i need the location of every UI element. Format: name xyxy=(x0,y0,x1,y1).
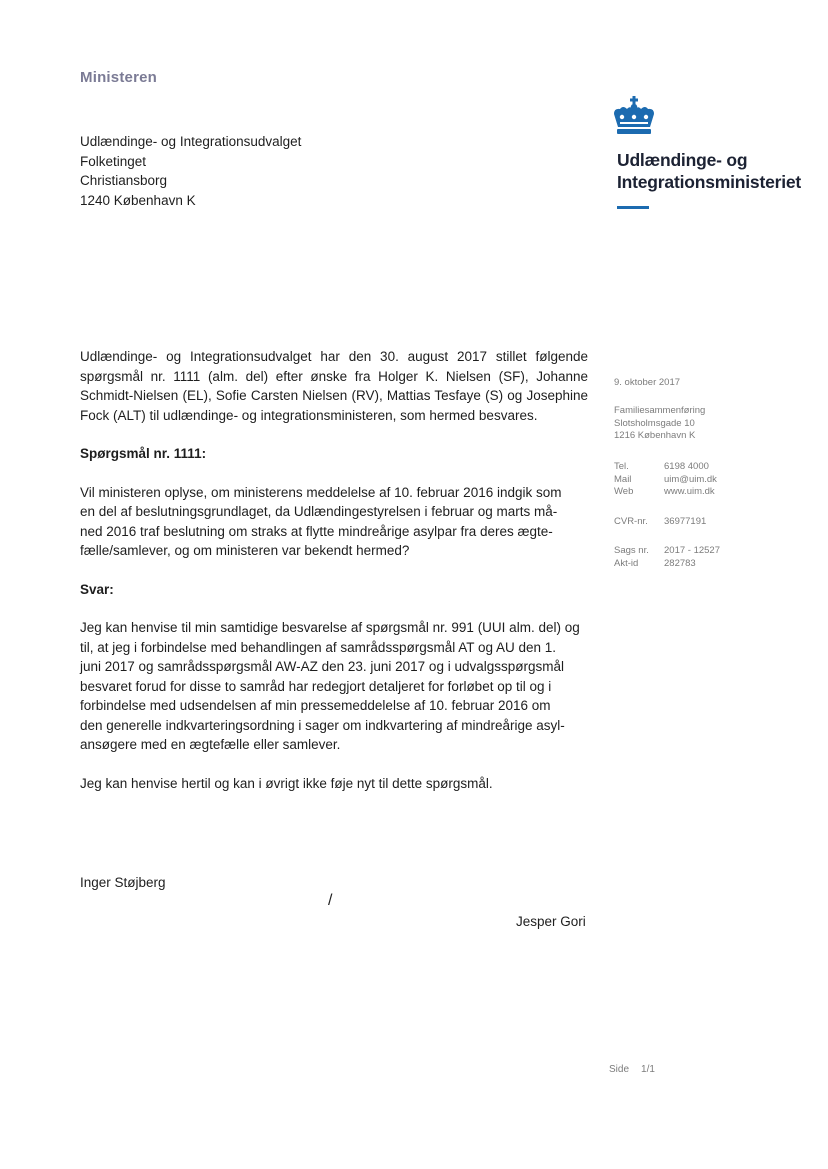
contact-label: Web xyxy=(614,486,634,497)
answer-line: til, at jeg i forbindelse med behandlingen af samrådsspørgsmål AT og AU den 1. xyxy=(80,639,557,655)
cvr-block xyxy=(614,516,706,529)
crown-icon xyxy=(610,96,658,136)
intro-paragraph: Udlændinge- og Integrationsudvalget har den 30. august 2017 stillet følgende spørgsmål nr. 1111 (alm. del) efter ønske fra Holger K. Nielsen (SF), Johanne Schmidt-Nielsen (EL), Sofie Carsten Nielsen (RV), Mattias Tesfaye (S) og Josephine Fock (ALT) til udlændinge- og integrationsministeren, som hermed besvares. xyxy=(80,349,588,423)
contact-value: www.uim.dk xyxy=(664,486,715,497)
page-label: Side xyxy=(609,1064,630,1075)
sender-address xyxy=(614,405,705,443)
answer-heading: Svar: xyxy=(80,581,114,597)
contact-mail xyxy=(614,474,717,487)
street: Slotsholmsgade 10 xyxy=(614,417,695,429)
case-row xyxy=(614,545,720,558)
contact-value: 6198 4000 xyxy=(664,461,709,472)
case-block xyxy=(614,545,720,570)
contact-phone xyxy=(614,461,717,474)
letter-body xyxy=(80,347,588,812)
cvr-value: 36977191 xyxy=(664,516,707,527)
cvr-label: CVR-nr. xyxy=(614,516,648,527)
case-label: Akt-id xyxy=(614,557,639,569)
page-number xyxy=(609,1064,655,1075)
brand-divider xyxy=(617,206,649,209)
contact-value: uim@uim.dk xyxy=(664,473,717,485)
recipient-line: Christiansborg xyxy=(80,173,168,188)
answer-line: ansøgere med en ægtefælle eller samlever. xyxy=(80,737,341,752)
recipient-line: Udlændinge- og Integrationsudvalget xyxy=(80,134,302,149)
case-value: 282783 xyxy=(664,557,696,569)
contact-block xyxy=(614,461,717,499)
answer-paragraph xyxy=(80,618,588,755)
closing-paragraph: Jeg kan henvise hertil og kan i øvrigt ikke føje nyt til dette spørgsmål. xyxy=(80,775,493,791)
question-heading: Spørgsmål nr. 1111: xyxy=(80,446,207,461)
letter-date: 9. oktober 2017 xyxy=(614,377,681,388)
city: 1216 København K xyxy=(614,430,696,441)
minister-signature: Inger Støjberg xyxy=(80,875,166,890)
case-row xyxy=(614,558,720,571)
recipient-line: 1240 København K xyxy=(80,192,196,208)
recipient-line: Folketinget xyxy=(80,153,147,169)
answer-line: Jeg kan henvise til min samtidige besvarelse af spørgsmål nr. 991 (UUI alm. del) og xyxy=(80,620,580,635)
question-line: fælle/samlever, og om ministeren var bekendt hermed? xyxy=(80,543,410,558)
contact-label: Mail xyxy=(614,473,632,485)
official-signature: Jesper Gori xyxy=(516,914,586,929)
cvr-row xyxy=(614,516,706,529)
contact-label: Tel. xyxy=(614,461,629,472)
case-label: Sags nr. xyxy=(614,545,649,556)
question-paragraph xyxy=(80,483,588,561)
answer-line: juni 2017 og samrådsspørgsmål AW-AZ den 23. juni 2017 og i udvalgsspørgsmål xyxy=(80,659,564,674)
contact-web xyxy=(614,486,717,499)
answer-line: besvaret forud for disse to samråd har redegjort detaljeret for forløbet op til og i xyxy=(80,678,552,694)
sender-title: Ministeren xyxy=(80,69,158,86)
case-value: 2017 - 12527 xyxy=(664,545,720,556)
answer-line: den generelle indkvarteringsordning i sager om indkvartering af mindreårige asyl- xyxy=(80,717,565,733)
recipient-address xyxy=(80,132,301,210)
answer-line: forbindelse med udsendelsen af min pressemeddelelse af 10. februar 2016 om xyxy=(80,698,551,713)
page-value: 1/1 xyxy=(641,1064,655,1075)
question-line: en del af beslutningsgrundlaget, da Udlændingestyrelsen i februar og marts må- xyxy=(80,504,558,519)
ministry-name-line: Udlændinge- og xyxy=(617,150,748,170)
question-line: Vil ministeren oplyse, om ministerens meddelelse af 10. februar 2016 indgik som xyxy=(80,484,562,500)
department: Familiesammenføring xyxy=(614,405,706,416)
ministry-name xyxy=(617,149,801,193)
ministry-name-line: Integrationsministeriet xyxy=(617,172,802,192)
signature-slash: / xyxy=(328,892,333,909)
question-line: ned 2016 traf beslutning om straks at flytte mindreårige asylpar fra deres ægte- xyxy=(80,523,553,539)
